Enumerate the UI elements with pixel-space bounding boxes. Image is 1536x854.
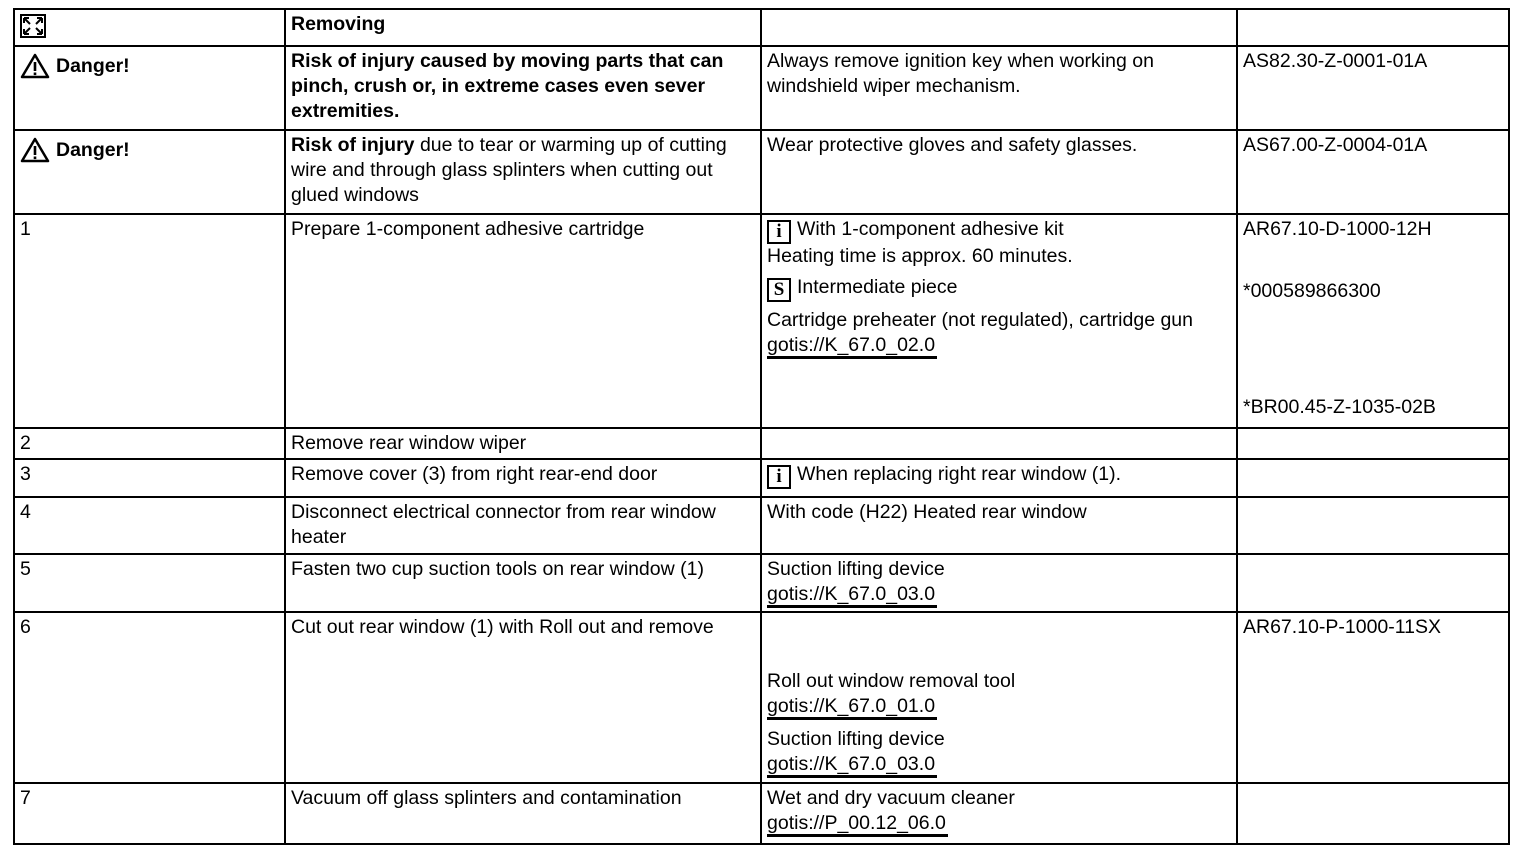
step-row bbox=[14, 428, 1509, 459]
procedure-table bbox=[13, 8, 1510, 845]
step-number: 5 bbox=[14, 554, 285, 612]
danger-label: Danger! bbox=[56, 138, 130, 161]
tool-label: Wet and dry vacuum cleaner bbox=[767, 787, 1015, 809]
step-details bbox=[761, 783, 1237, 844]
step-text: Prepare 1-component adhesive cartridge bbox=[285, 214, 761, 428]
step-number: 1 bbox=[14, 214, 285, 428]
danger-label-cell bbox=[14, 46, 285, 130]
warning-icon bbox=[20, 137, 50, 163]
info-text: With 1-component adhesive kit bbox=[797, 218, 1064, 240]
step-number: 6 bbox=[14, 612, 285, 783]
info-text: When replacing right rear window (1). bbox=[797, 463, 1122, 485]
tool-label: Intermediate piece bbox=[797, 276, 958, 298]
gotis-link[interactable]: gotis://K_67.0_02.0 bbox=[767, 334, 937, 359]
step-number: 7 bbox=[14, 783, 285, 844]
step-refs bbox=[1237, 214, 1509, 428]
step-number: 4 bbox=[14, 497, 285, 554]
step-text: Fasten two cup suction tools on rear window (1) bbox=[285, 554, 761, 612]
step-details bbox=[761, 428, 1237, 459]
step-text: Disconnect electrical connector from rear window heater bbox=[285, 497, 761, 554]
step-refs bbox=[1237, 428, 1509, 459]
step-refs bbox=[1237, 459, 1509, 497]
step-row bbox=[14, 783, 1509, 844]
gotis-link[interactable]: gotis://K_67.0_01.0 bbox=[767, 695, 937, 720]
step-details bbox=[761, 459, 1237, 497]
step-text: Vacuum off glass splinters and contamination bbox=[285, 783, 761, 844]
danger-action: Wear protective gloves and safety glasses. bbox=[761, 130, 1237, 214]
step-refs bbox=[1237, 783, 1509, 844]
tool-label: Suction lifting device bbox=[767, 558, 945, 580]
step-row bbox=[14, 497, 1509, 554]
warning-icon bbox=[20, 53, 50, 79]
gotis-link[interactable]: gotis://P_00.12_06.0 bbox=[767, 812, 948, 837]
danger-label-cell bbox=[14, 130, 285, 214]
danger-action: Always remove ignition key when working on windshield wiper mechanism. bbox=[761, 46, 1237, 130]
header-empty-4 bbox=[1237, 9, 1509, 46]
danger-row bbox=[14, 46, 1509, 130]
step-note: With code (H22) Heated rear window bbox=[761, 497, 1237, 554]
step-text: Cut out rear window (1) with Roll out and remove bbox=[285, 612, 761, 783]
step-row bbox=[14, 612, 1509, 783]
gotis-link[interactable]: gotis://K_67.0_03.0 bbox=[767, 753, 937, 778]
tool-description: Cartridge preheater (not regulated), cartridge gun bbox=[767, 309, 1193, 331]
danger-label: Danger! bbox=[56, 54, 130, 77]
expand-icon[interactable] bbox=[20, 14, 46, 38]
step-text: Remove rear window wiper bbox=[285, 428, 761, 459]
danger-ref: AS67.00-Z-0004-01A bbox=[1237, 130, 1509, 214]
tool-icon: S bbox=[767, 278, 791, 302]
danger-row bbox=[14, 130, 1509, 214]
ref-doc: AR67.10-D-1000-12H bbox=[1243, 218, 1432, 240]
info-icon: i bbox=[767, 465, 791, 489]
ref-doc-2: *BR00.45-Z-1035-02B bbox=[1243, 396, 1436, 418]
step-refs bbox=[1237, 554, 1509, 612]
tool-label: Suction lifting device bbox=[767, 728, 945, 750]
step-text: Remove cover (3) from right rear-end door bbox=[285, 459, 761, 497]
header-empty-3 bbox=[761, 9, 1237, 46]
danger-risk: Risk of injury caused by moving parts that can pinch, crush or, in extreme cases even sever extremities. bbox=[285, 46, 761, 130]
header-title: Removing bbox=[285, 9, 761, 46]
ref-part: *000589866300 bbox=[1243, 280, 1381, 302]
step-row bbox=[14, 214, 1509, 428]
step-row bbox=[14, 459, 1509, 497]
step-number: 2 bbox=[14, 428, 285, 459]
step-refs: AR67.10-P-1000-11SX bbox=[1237, 612, 1509, 783]
step-number: 3 bbox=[14, 459, 285, 497]
step-refs bbox=[1237, 497, 1509, 554]
step-details bbox=[761, 554, 1237, 612]
gotis-link[interactable]: gotis://K_67.0_03.0 bbox=[767, 583, 937, 608]
danger-risk: Risk of injury due to tear or warming up of cutting wire and through glass splinters when cutting out glued windows bbox=[285, 130, 761, 214]
step-row bbox=[14, 554, 1509, 612]
tool-label: Roll out window removal tool bbox=[767, 670, 1016, 692]
step-details bbox=[761, 612, 1237, 783]
step-details bbox=[761, 214, 1237, 428]
info-icon: i bbox=[767, 220, 791, 244]
header-icon-cell bbox=[14, 9, 285, 46]
header-row bbox=[14, 9, 1509, 46]
info-subtext: Heating time is approx. 60 minutes. bbox=[767, 245, 1073, 267]
danger-ref: AS82.30-Z-0001-01A bbox=[1237, 46, 1509, 130]
